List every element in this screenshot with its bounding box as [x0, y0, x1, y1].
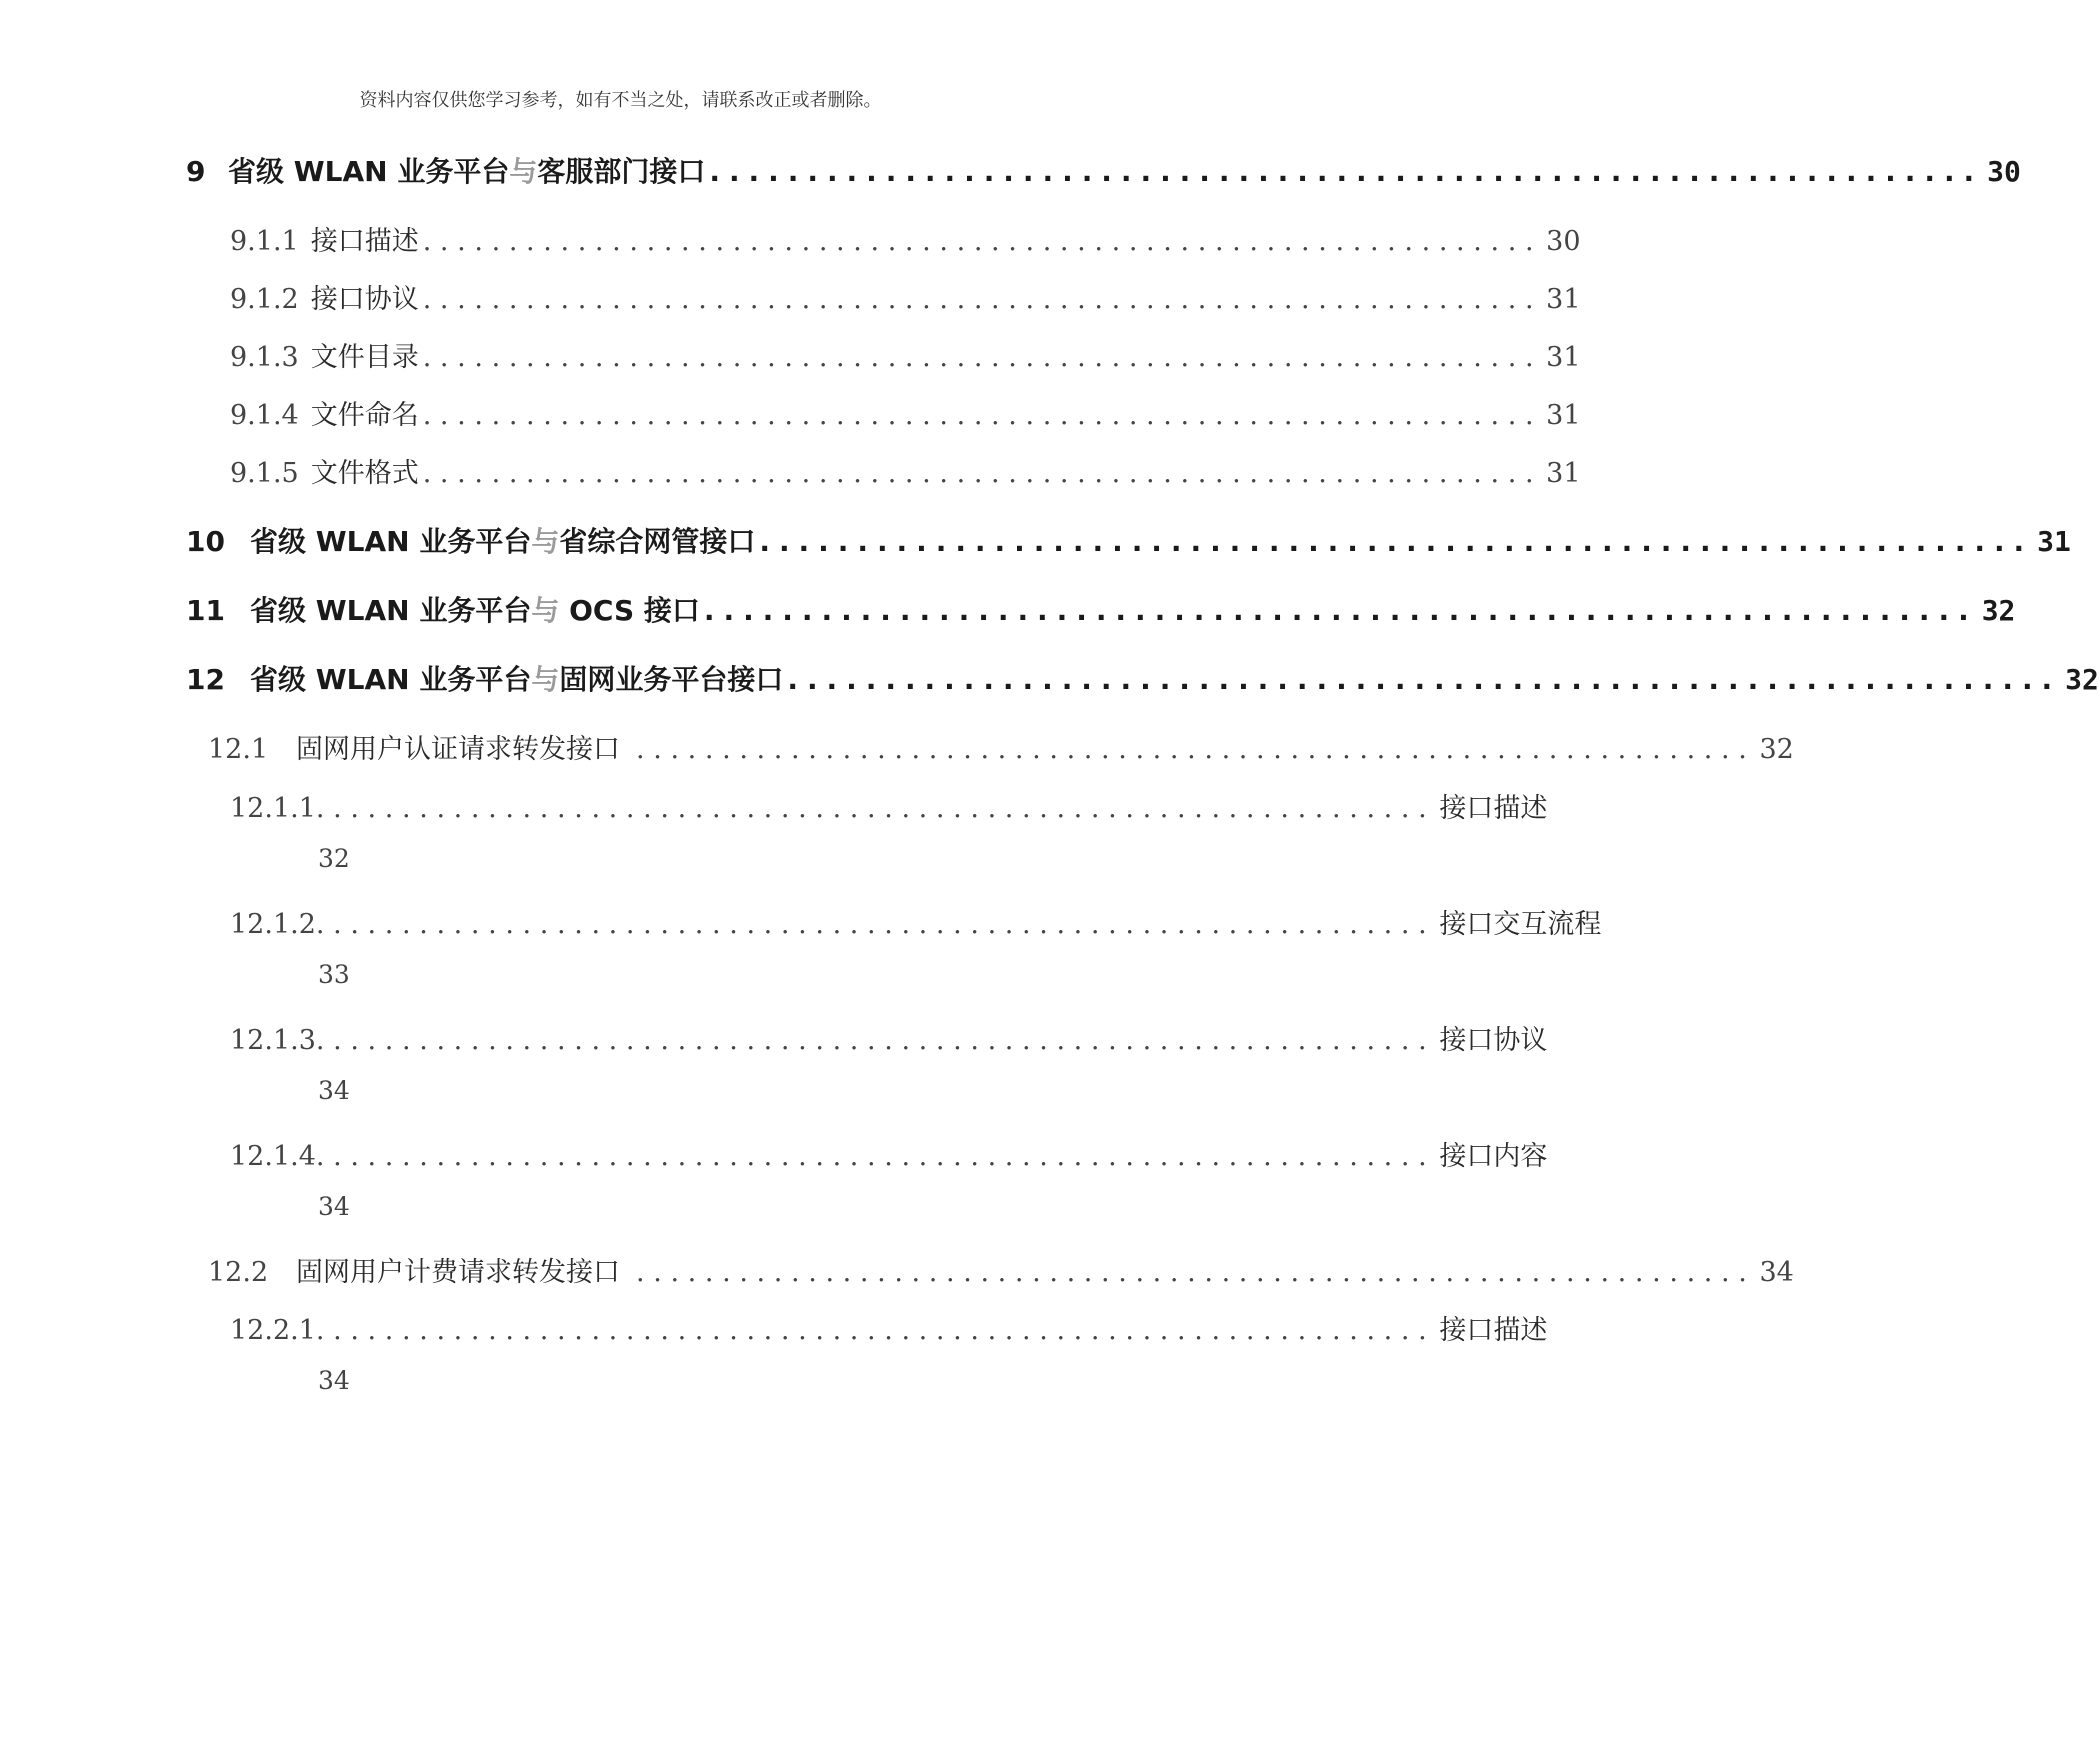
toc-page-wrapped: 34 — [318, 1192, 350, 1221]
toc-title: 文件格式 — [310, 458, 419, 489]
toc-page: 31 — [1546, 458, 1581, 489]
toc-number: 12.1.4 — [230, 1141, 316, 1172]
toc-leader: ................................................................. — [315, 1025, 1436, 1056]
toc-number: 12.1.3 — [230, 1025, 316, 1056]
toc-number: 9 — [186, 155, 206, 188]
toc-number: 10 — [186, 525, 225, 558]
toc-entry-9-1-4[interactable] — [230, 393, 1581, 432]
toc-leader: ................................................................. — [636, 1257, 1756, 1288]
toc-entry-9-1-5[interactable] — [230, 451, 1581, 490]
toc-title: 文件目录 — [310, 342, 419, 373]
header-disclaimer: 资料内容仅供您学习参考，如有不当之处，请联系改正或者删除。 — [359, 90, 882, 111]
toc-entry-12-2[interactable] — [208, 1250, 1794, 1289]
toc-leader: ................................................................. — [636, 734, 1756, 765]
toc-title: 接口描述 — [1439, 1315, 1548, 1346]
toc-entry-10[interactable] — [186, 520, 2071, 560]
toc-page: 32 — [1759, 734, 1794, 765]
toc-title: 省级 WLAN 业务平台与客服部门接口 — [228, 155, 706, 188]
toc-page: 30 — [1546, 226, 1581, 257]
toc-entry-9-1-2[interactable] — [230, 277, 1581, 316]
toc-title: 接口交互流程 — [1439, 909, 1602, 940]
toc-page: 32 — [1981, 594, 2016, 627]
toc-page: 31 — [2037, 525, 2071, 558]
toc-number: 9.1.5 — [230, 458, 299, 489]
toc-entry-12-1[interactable] — [208, 727, 1794, 766]
toc-number: 12.1.2 — [230, 909, 316, 940]
toc-number: 12.2.1 — [230, 1315, 316, 1346]
toc-entry-11[interactable] — [186, 589, 2016, 629]
toc-page: 30 — [1987, 155, 2021, 188]
toc-title: 接口协议 — [1439, 1025, 1548, 1056]
toc-leader: ................................................................. — [422, 342, 1543, 373]
toc-number: 12 — [186, 663, 225, 696]
toc-entry-12-1-2[interactable] — [230, 902, 1602, 941]
toc-entry-9-1-1[interactable] — [230, 219, 1581, 258]
toc-title: 接口协议 — [310, 284, 419, 315]
toc-title: 接口描述 — [1439, 793, 1548, 824]
toc-leader: ................................................................. — [759, 525, 2034, 558]
toc-leader: ................................................................. — [422, 284, 1543, 315]
toc-title: 省级 WLAN 业务平台与省综合网管接口 — [250, 525, 756, 558]
toc-entry-12-1-1[interactable] — [230, 786, 1548, 825]
toc-leader: ................................................................. — [422, 458, 1543, 489]
toc-leader: ................................................................. — [787, 663, 2062, 696]
toc-number: 9.1.2 — [230, 284, 299, 315]
toc-entry-12-2-1[interactable] — [230, 1308, 1548, 1347]
toc-title: 接口内容 — [1439, 1141, 1548, 1172]
toc-leader: ................................................................. — [703, 594, 1978, 627]
toc-page: 34 — [1759, 1257, 1794, 1288]
toc-page: 31 — [1546, 342, 1581, 373]
toc-leader: ................................................................. — [315, 1141, 1436, 1172]
toc-leader: ................................................................. — [315, 793, 1436, 824]
toc-entry-9-1-3[interactable] — [230, 335, 1581, 374]
toc-leader: ................................................................. — [709, 155, 1984, 188]
toc-title: 接口描述 — [310, 226, 419, 257]
toc-entry-12-1-3[interactable] — [230, 1018, 1548, 1057]
toc-number: 11 — [186, 594, 225, 627]
toc-page-wrapped: 32 — [318, 844, 350, 873]
toc-leader: ................................................................. — [315, 909, 1436, 940]
toc-page: 32 — [2065, 663, 2099, 696]
toc-page-wrapped: 34 — [318, 1076, 350, 1105]
toc-title: 省级 WLAN 业务平台与固网业务平台接口 — [250, 663, 784, 696]
toc-title: 固网用户认证请求转发接口 — [296, 734, 620, 765]
toc-page-wrapped: 34 — [318, 1366, 350, 1395]
toc-number: 9.1.3 — [230, 342, 299, 373]
toc-page: 31 — [1546, 284, 1581, 315]
toc-entry-12-1-4[interactable] — [230, 1134, 1548, 1173]
toc-number: 12.1 — [208, 734, 269, 765]
toc-entry-9[interactable] — [186, 150, 2021, 190]
toc-number: 9.1.1 — [230, 226, 299, 257]
toc-entry-12[interactable] — [186, 658, 2099, 698]
toc-number: 12.2 — [208, 1257, 269, 1288]
toc-title: 省级 WLAN 业务平台与 OCS 接口 — [250, 594, 700, 627]
toc-title: 固网用户计费请求转发接口 — [296, 1257, 620, 1288]
toc-page: 31 — [1546, 400, 1581, 431]
toc-number: 9.1.4 — [230, 400, 299, 431]
toc-leader: ................................................................. — [315, 1315, 1436, 1346]
toc-title: 文件命名 — [310, 400, 419, 431]
toc-leader: ................................................................. — [422, 226, 1543, 257]
toc-leader: ................................................................. — [422, 400, 1543, 431]
toc-page-wrapped: 33 — [318, 960, 350, 989]
toc-number: 12.1.1 — [230, 793, 316, 824]
